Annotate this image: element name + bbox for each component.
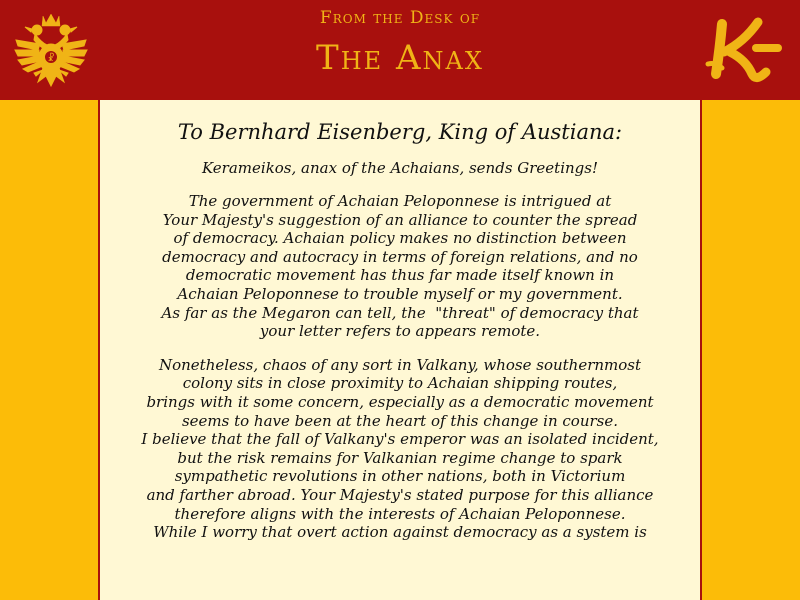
letter-paper — [100, 100, 700, 600]
paragraph-line: As far as the Megaron can tell, the "threat" of democracy that — [161, 303, 639, 322]
letter-paragraph — [100, 356, 700, 542]
paragraph-line: Your Majesty's suggestion of an alliance to counter the spread — [162, 210, 638, 229]
paragraph-line: colony sits in close proximity to Achaian shipping routes, — [182, 374, 618, 393]
paragraph-line: Achaian Peloponnese to trouble myself or my government. — [177, 284, 623, 303]
paragraph-line: I believe that the fall of Valkany's emperor was an isolated incident, — [141, 430, 659, 449]
paragraph-line: but the risk remains for Valkanian regime change to spark — [177, 448, 623, 467]
paragraph-line: brings with it some concern, especially as a democratic movement — [146, 392, 654, 411]
paragraph-line: and farther abroad. Your Majesty's stated purpose for this alliance — [146, 485, 654, 504]
header-kicker: From the Desk of — [319, 8, 481, 28]
page-title: The Anax — [316, 38, 484, 78]
letter-salutation: To Bernhard Eisenberg, King of Austiana: — [177, 120, 623, 144]
double-headed-eagle-icon — [10, 10, 92, 92]
paragraph-line: The government of Achaian Peloponnese is intrigued at — [188, 192, 612, 210]
k-emblem-icon — [700, 12, 790, 92]
header-banner — [0, 0, 800, 100]
paragraph-line: democratic movement has thus far made itself known in — [185, 266, 615, 285]
letter-body — [100, 100, 700, 542]
paragraph-line: of democracy. Achaian policy makes no distinction between — [173, 229, 627, 248]
right-side-panel — [700, 100, 800, 600]
svg-text:☧: ☧ — [47, 54, 55, 64]
paragraph-line: therefore aligns with the interests of Achaian Peloponnese. — [174, 504, 626, 523]
letter-paragraph — [100, 192, 700, 341]
paragraph-line: Nonetheless, chaos of any sort in Valkany, whose southernmost — [158, 355, 642, 374]
paragraph-line: democracy and autocracy in terms of foreign relations, and no — [162, 247, 638, 266]
letter-greeting: Kerameikos, anax of the Achaians, sends Greetings! — [202, 159, 598, 177]
left-side-panel — [0, 100, 100, 600]
paragraph-line: seems to have been at the heart of this change in course. — [181, 411, 619, 430]
paragraph-line: sympathetic revolutions in other nations, both in Victorium — [174, 467, 626, 486]
paragraph-line: While I worry that overt action against democracy as a system is — [153, 523, 647, 542]
paragraph-line: your letter refers to appears remote. — [259, 322, 541, 341]
